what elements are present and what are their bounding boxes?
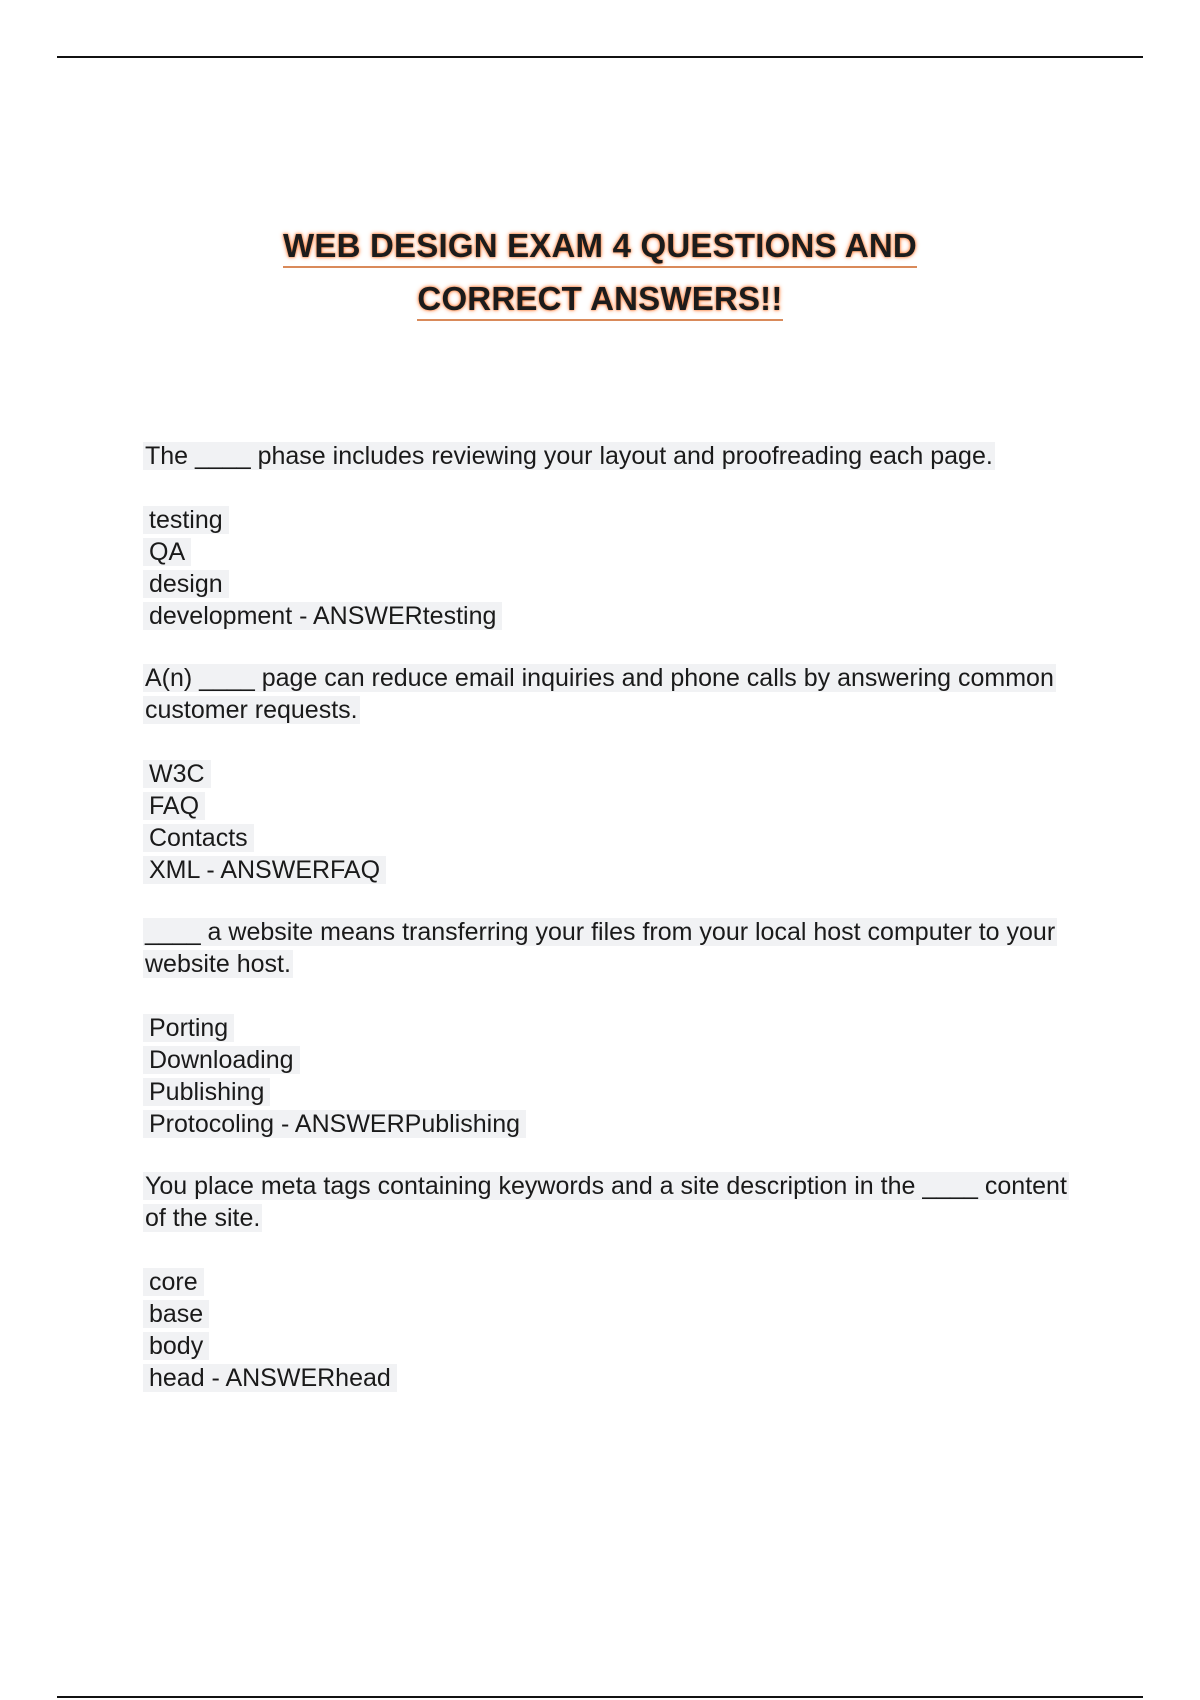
question-block-2 xyxy=(143,662,1083,886)
option-item: Porting xyxy=(143,1012,1083,1044)
option-item: testing xyxy=(143,504,1083,536)
question-block-4 xyxy=(143,1170,1083,1394)
option-item-answer: Protocoling - ANSWERPublishing xyxy=(143,1108,1083,1140)
answer-options xyxy=(143,758,1083,886)
option-item: Downloading xyxy=(143,1044,1083,1076)
option-item: body xyxy=(143,1330,1083,1362)
question-text: A(n) ____ page can reduce email inquiries and phone calls by answering common customer requests. xyxy=(145,664,1054,724)
header-rule xyxy=(57,56,1143,58)
question-list xyxy=(143,440,1083,1424)
option-item: QA xyxy=(143,536,1083,568)
option-item: Contacts xyxy=(143,822,1083,854)
title-line-2: CORRECT ANSWERS!! xyxy=(417,279,782,321)
answer-options xyxy=(143,504,1083,632)
document-title xyxy=(0,220,1200,326)
answer-options xyxy=(143,1012,1083,1140)
option-item-answer: head - ANSWERhead xyxy=(143,1362,1083,1394)
option-item-answer: XML - ANSWERFAQ xyxy=(143,854,1083,886)
question-block-3 xyxy=(143,916,1083,1140)
answer-options xyxy=(143,1266,1083,1394)
option-item: base xyxy=(143,1298,1083,1330)
title-line-1: WEB DESIGN EXAM 4 QUESTIONS AND xyxy=(283,226,917,268)
option-item: design xyxy=(143,568,1083,600)
question-text: ____ a website means transferring your files from your local host computer to your website host. xyxy=(145,918,1056,978)
option-item: Publishing xyxy=(143,1076,1083,1108)
option-item-answer: development - ANSWERtesting xyxy=(143,600,1083,632)
option-item: core xyxy=(143,1266,1083,1298)
question-block-1 xyxy=(143,440,1083,632)
question-text: The ____ phase includes reviewing your layout and proofreading each page. xyxy=(145,442,993,470)
option-item: FAQ xyxy=(143,790,1083,822)
footer-rule xyxy=(57,1696,1143,1698)
question-text: You place meta tags containing keywords and a site description in the ____ content of the site. xyxy=(145,1172,1067,1232)
option-item: W3C xyxy=(143,758,1083,790)
